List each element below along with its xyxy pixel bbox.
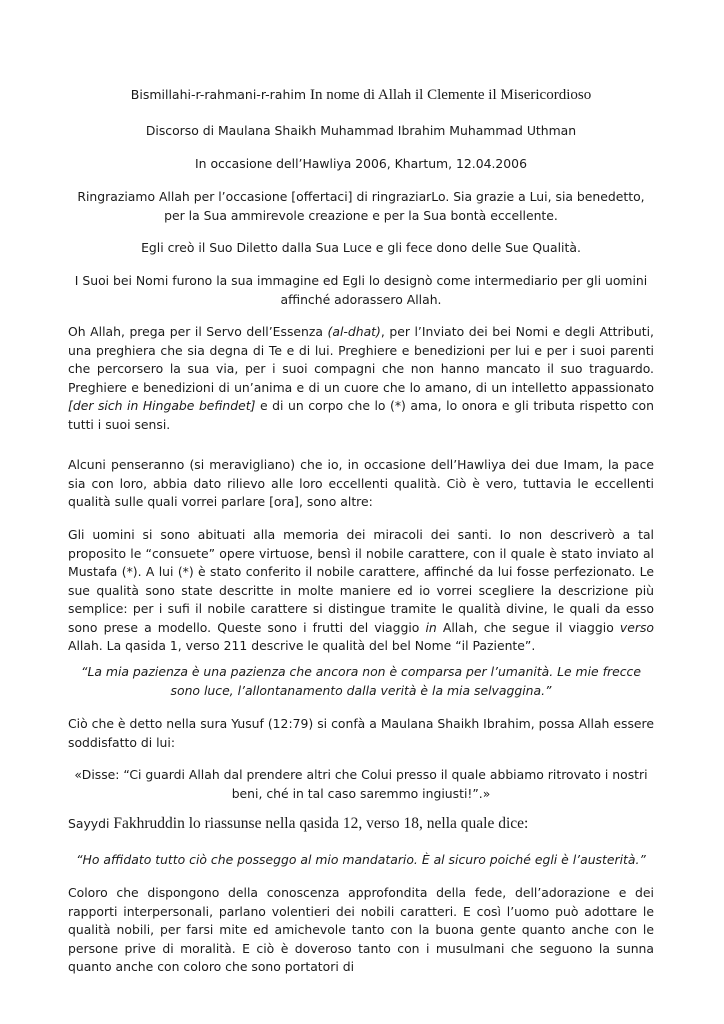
prayer-text-2: , per l’Inviato dei bei Nomi e degli Attributi, una preghiera che sia degna di Te e di lui. Preghiere e benedizioni per lui e per i suoi parenti che percorsero la sua via, per i suoi compagni che non hanno mancato il suo traguardo. Preghiere e benedizioni di un’anima e di un cuore che lo amano, di un intelletto appassionato [68,324,654,395]
miracles-text-1: Gli uomini si sono abituati alla memoria dei miracoli dei santi. Io non descriverò a tal proposito le “consuete” opere virtuose, bensì il nobile carattere, con il quale è stato inviato al Mustafa (*). A lui (*) è stato conferito il nobile carattere, affinché da lui fosse perfezionato. Le sue qualità sono state descritte in molte maniere ed io vorrei scegliere la descrizione più semplice: per i sufi il nobile carattere si distingue tramite le qualità divine, le quali da esso sono prese a modello. Queste sono i frutti del viaggio [68,527,654,635]
document-subtitle: Discorso di Maulana Shaikh Muhammad Ibrahim Muhammad Uthman [145,123,577,138]
paragraph-sayydi [68,815,654,834]
miracles-text-2: Allah, che segue il viaggio [436,619,620,635]
miracles-italic-verso: verso [619,619,654,635]
sayydi-text-1: Sayydi [68,816,114,831]
document-title [68,86,654,105]
prayer-italic-al-dhat: (al-dhat) [327,324,381,339]
paragraph-prayer [68,323,654,434]
title-transliteration: Bismillahi-r-rahmani-r-rahim [130,87,307,102]
paragraph-thanks: Ringraziamo Allah per l’occasione [offertaci] di ringraziarLo. Sia grazie a Lui, sia benedetto, per la Sua ammirevole creazione e per la Sua bontà eccellente. [77,189,645,223]
title-italian: In nome di Allah il Clemente il Misericordioso [310,87,592,103]
paragraph-hawliya: Alcuni penseranno (si meravigliano) che io, in occasione dell’Hawliya dei due Imam, la pace sia con loro, abbia dato rilievo alle loro eccellenti qualità. Ciò è vero, tuttavia le eccellenti qualità sulle quali vorrei parlare [ora], sono altre: [68,457,654,509]
paragraph-knowledge: Coloro che dispongono della conoscenza approfondita della fede, dell’adorazione e dei rapporti interpersonali, parlano volentieri dei nobili caratteri. E così l’uomo può adottare le qualità nobili, per farsi mite ed amichevole tanto con la buona gente quanto anche con le persone prive di moralità. E ciò è doveroso tanto con i musulmani che seguono la sunna quanto anche con coloro che sono portatori di [68,885,654,974]
miracles-text-3: Allah. La qasida 1, verso 211 descrive le qualità del bel Nome “il Paziente”. [68,638,536,653]
sayydi-text-2: Fakhruddin lo riassunse nella qasida 12, verso 18, nella quale dice: [113,815,529,832]
paragraph-sura-yusuf: Ciò che è detto nella sura Yusuf (12:79) si confà a Maulana Shaikh Ibrahim, possa Allah essere soddisfatto di lui: [68,716,654,750]
paragraph-names: I Suoi bei Nomi furono la sua immagine ed Egli lo designò come intermediario per gli uomini affinché adorassero Allah. [74,273,648,307]
paragraph-miracles [68,526,654,656]
prayer-text-1: Oh Allah, prega per il Servo dell’Essenza [68,324,328,339]
miracles-italic-in: in [425,619,437,635]
quote-patience: “La mia pazienza è una pazienza che ancora non è comparsa per l’umanità. Le mie frecce sono luce, l’allontanamento dalla verità è la mia selvaggina.” [81,664,641,698]
quote-sura: «Disse: “Ci guardi Allah dal prendere altri che Colui presso il quale abbiamo ritrovato i nostri beni, ché in tal caso saremmo ingiusti!”.» [74,767,648,801]
quote-austerity: “Ho affidato tutto ciò che posseggo al mio mandatario. È al sicuro poiché egli è l’austerità.” [76,852,646,867]
paragraph-beloved: Egli creò il Suo Diletto dalla Sua Luce e gli fece dono delle Sue Qualità. [141,240,581,255]
prayer-text-3: e di un corpo che lo (*) ama, lo onora e gli tributa rispetto con tutti i suoi sensi. [68,398,654,432]
prayer-italic-german: [der sich in Hingabe befindet] [68,398,256,413]
occasion-line: In occasione dell’Hawliya 2006, Khartum, 12.04.2006 [195,156,527,171]
